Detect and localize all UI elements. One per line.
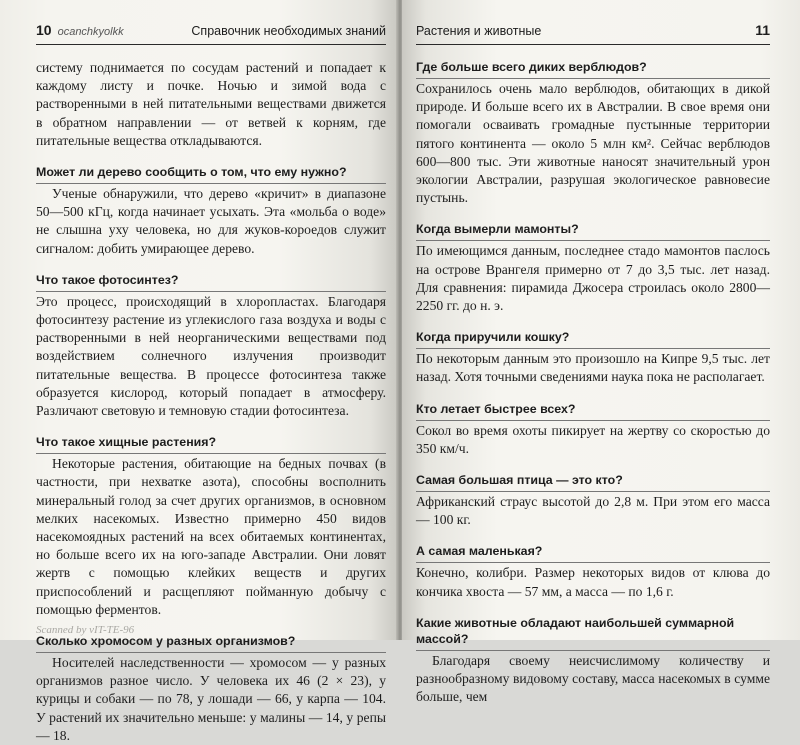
section-body: По имеющимся данным, последнее стадо мамонтов паслось на острове Врангеля примерно от 7 до 3,5 тыс. лет назад. Для сравнения: пирамида Джосера строилась около 2800—2250 гг. до н. э. xyxy=(416,243,770,314)
page-number: 10 xyxy=(36,22,52,38)
section-body: Африканский страус высотой до 2,8 м. При этом его масса — 100 кг. xyxy=(416,494,770,528)
right-page xyxy=(402,0,800,705)
section-heading: Что такое хищные растения? xyxy=(36,434,386,454)
section-body: Ученые обнаружили, что дерево «кричит» в диапазоне 50—500 кГц, когда начинает усыхать. Эта «мольба о воде» не слышна уху человека, но для жуков-короедов служит сигналом: добить умирающее дерево. xyxy=(36,186,386,256)
section-heading: Где больше всего диких верблюдов? xyxy=(416,59,770,79)
faint-scan-note: Scanned by vIT-TE-96 xyxy=(36,624,135,636)
section-heading: Сколько хромосом у разных организмов? xyxy=(36,633,386,653)
right-running-head xyxy=(416,22,770,45)
scan-watermark: ocanchkyolkk xyxy=(57,26,124,38)
section-heading: Какие животные обладают наибольшей суммарной массой? xyxy=(416,615,770,651)
page-number: 11 xyxy=(755,22,770,38)
section-body: Конечно, колибри. Размер некоторых видов от клюва до кончика хвоста — 57 мм, а масса — по 1,6 г. xyxy=(416,565,770,599)
section-body: По некоторым данным это произошло на Кипре 9,5 тыс. лет назад. Хотя точными сведениями наука пока не располагает. xyxy=(416,351,770,385)
section-heading: Когда приручили кошку? xyxy=(416,329,770,349)
section-body: Это процесс, происходящий в хлоропластах. Благодаря фотосинтезу растение из углекислого газа воздуха и воды с растворенными в ней неорганическими веществами под воздействием солнечного излучения производит питательные вещества. В процессе фотосинтеза также образуется кислород, который попадает в атмосферу. Различают световую и темновую стадии фотосинтеза. xyxy=(36,293,386,419)
left-running-head xyxy=(36,22,386,45)
left-page xyxy=(0,0,398,743)
section-heading: Может ли дерево сообщить о том, что ему нужно? xyxy=(36,164,386,184)
section-heading: А самая маленькая? xyxy=(416,543,770,563)
running-head-title: Справочник необходимых знаний xyxy=(191,24,386,38)
section-heading: Самая большая птица — это кто? xyxy=(416,472,770,492)
section-body: Благодаря своему неисчислимому количеству и разнообразному видовому составу, масса насекомых в сумме больше, чем xyxy=(416,652,770,705)
section-body: Некоторые растения, обитающие на бедных почвах (в частности, при нехватке азота), способны восполнить минеральный голод за счет других организмов, в основном мелких насекомых. Известно примерно 450 видов насекомоядных растений на всех обитаемых континентах, но больше всего их на юго-западе Австралии. Они ловят жертв с помощью клейких веществ и других приспособлений и расщепляют пойманную добычу с помощью ферментов. xyxy=(36,456,386,617)
section-heading: Кто летает быстрее всех? xyxy=(416,401,770,421)
section-body: Сокол во время охоты пикирует на жертву со скоростью до 350 км/ч. xyxy=(416,422,770,456)
section-body: Носителей наследственности — хромосом — у разных организмов разное число. У человека их 46 (2 × 23), у курицы и собаки — по 78, у лошади — 66, у карпа — 104. У растений их значительно меньше: у малины — 14, у репы — 18. xyxy=(36,655,386,743)
section-heading: Когда вымерли мамонты? xyxy=(416,221,770,241)
section-body: Сохранилось очень мало верблюдов, обитающих в дикой природе. И больше всего их в Австралии. В свое время они помогали осваивать громадные пустынные территории пятого континента — около 5 млн км². Сейчас верблюдов 600—800 тыс. Эти животные наносят значительный урон экологии Австралии, разрушая экологическое равновесие пустынь. xyxy=(416,81,770,206)
continued-paragraph: систему поднимается по сосудам растений и попадает к каждому листу и почке. Ночью и зимой вода с растворенными в ней питательными веществами движется в обратном направлении — от ветвей к корням, где питательные вещества откладываются. xyxy=(36,60,386,148)
section-heading: Что такое фотосинтез? xyxy=(36,272,386,292)
running-head-title: Растения и животные xyxy=(416,24,542,38)
